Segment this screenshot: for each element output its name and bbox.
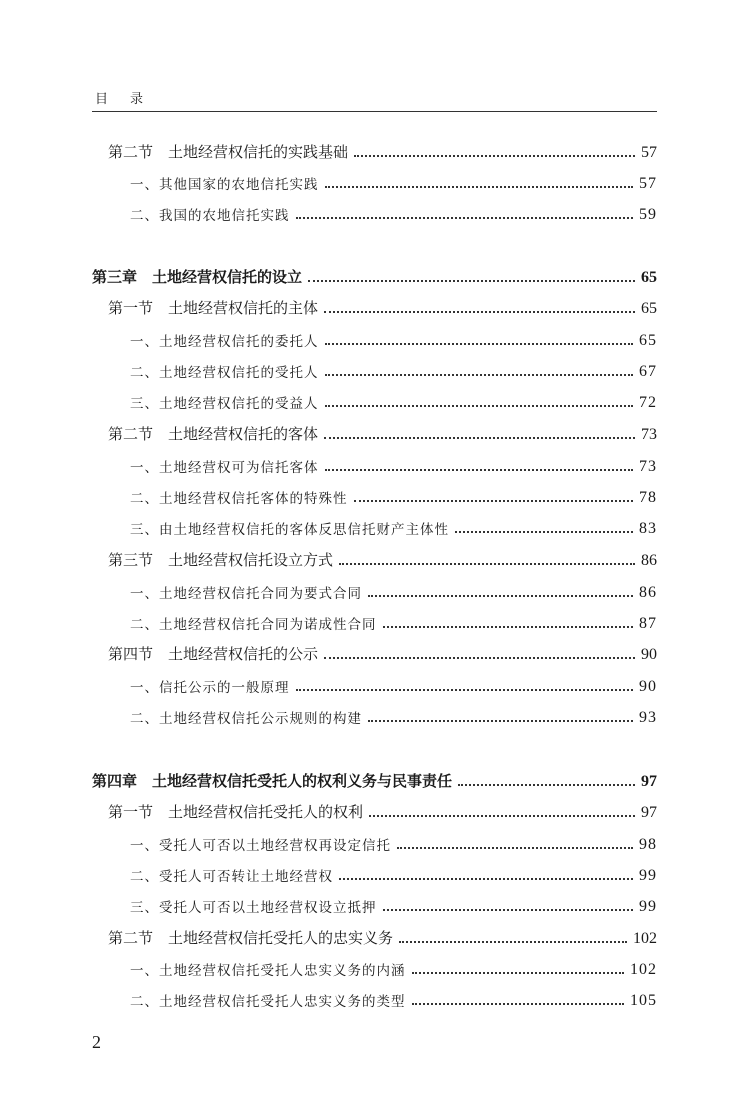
toc-page: 87 — [639, 615, 657, 632]
dot-leader — [354, 500, 634, 502]
toc-page: 57 — [641, 144, 657, 161]
toc-title: 一、土地经营权信托的委托人 — [130, 334, 319, 350]
toc-title: 二、土地经营权信托客体的特殊性 — [130, 491, 348, 507]
toc-page: 78 — [639, 489, 657, 506]
dot-leader — [458, 784, 635, 786]
toc-title: 三、由土地经营权信托的客体反思信托财产主体性 — [130, 522, 449, 538]
toc-entry[interactable] — [130, 672, 657, 696]
toc-page: 93 — [639, 709, 657, 726]
toc-entry[interactable] — [130, 357, 657, 381]
toc-title: 第二节 土地经营权信托受托人的忠实义务 — [108, 929, 394, 947]
toc-title: 第三章 土地经营权信托的设立 — [92, 268, 303, 286]
page-number: 2 — [92, 1032, 101, 1052]
dot-leader — [325, 374, 634, 376]
toc-entry[interactable] — [108, 798, 657, 822]
toc-page: 83 — [639, 520, 657, 537]
dot-leader — [368, 595, 633, 597]
toc-entry[interactable] — [130, 326, 657, 350]
dot-leader — [325, 186, 634, 188]
toc-page: 97 — [641, 773, 657, 790]
toc-entry[interactable] — [130, 986, 657, 1010]
toc-entry[interactable] — [92, 263, 657, 287]
toc-page: 105 — [630, 992, 657, 1009]
dot-leader — [368, 720, 633, 722]
toc-entry[interactable] — [92, 767, 657, 791]
toc-entry[interactable] — [130, 388, 657, 412]
toc-title: 一、其他国家的农地信托实践 — [130, 177, 319, 193]
toc-entry[interactable] — [108, 294, 657, 318]
toc-entry[interactable] — [130, 609, 657, 633]
dot-leader — [412, 1003, 625, 1005]
toc-entry[interactable] — [130, 452, 657, 476]
toc-entry[interactable] — [130, 578, 657, 602]
dot-leader — [324, 437, 635, 439]
toc-entry[interactable] — [130, 703, 657, 727]
toc-title: 二、土地经营权信托公示规则的构建 — [130, 711, 362, 727]
dot-leader — [399, 941, 627, 943]
toc-entry[interactable] — [130, 200, 657, 224]
toc-page: 65 — [641, 300, 657, 317]
toc-entry[interactable] — [130, 483, 657, 507]
toc-page: 102 — [633, 930, 657, 947]
toc-title: 二、土地经营权信托合同为诺成性合同 — [130, 617, 377, 633]
dot-leader — [354, 155, 635, 157]
toc-entry[interactable] — [130, 830, 657, 854]
toc-page: 65 — [641, 269, 657, 286]
dot-leader — [369, 815, 635, 817]
toc-entry[interactable] — [108, 640, 657, 664]
dot-leader — [339, 878, 633, 880]
toc-title: 一、土地经营权信托受托人忠实义务的内涵 — [130, 963, 406, 979]
toc-page: 90 — [641, 646, 657, 663]
toc-title: 三、受托人可否以土地经营权设立抵押 — [130, 900, 377, 916]
toc-entry[interactable] — [130, 514, 657, 538]
toc-entry[interactable] — [108, 924, 657, 948]
toc-title: 一、信托公示的一般原理 — [130, 680, 290, 696]
toc-title: 第三节 土地经营权信托设立方式 — [108, 551, 334, 569]
toc-title: 二、土地经营权信托的受托人 — [130, 365, 319, 381]
running-header: 目录 — [95, 92, 166, 107]
toc-title: 二、我国的农地信托实践 — [130, 208, 290, 224]
toc-page: 59 — [639, 206, 657, 223]
toc-title: 第二节 土地经营权信托的实践基础 — [108, 143, 349, 161]
dot-leader — [325, 405, 634, 407]
toc-page: 90 — [639, 678, 657, 695]
toc-page: 57 — [639, 175, 657, 192]
toc-entry[interactable] — [130, 955, 657, 979]
toc-title: 二、受托人可否转让土地经营权 — [130, 869, 333, 885]
toc-entry[interactable] — [108, 420, 657, 444]
dot-leader — [325, 469, 634, 471]
toc-title: 一、受托人可否以土地经营权再设定信托 — [130, 838, 391, 854]
dot-leader — [324, 311, 635, 313]
dot-leader — [383, 909, 634, 911]
dot-leader — [383, 626, 634, 628]
header-divider — [92, 111, 657, 112]
toc-page: 99 — [639, 898, 657, 915]
toc-page: 97 — [641, 804, 657, 821]
toc-title: 第一节 土地经营权信托的主体 — [108, 299, 319, 317]
dot-leader — [296, 689, 634, 691]
dot-leader — [324, 657, 635, 659]
toc-title: 二、土地经营权信托受托人忠实义务的类型 — [130, 994, 406, 1010]
toc-page: 99 — [639, 867, 657, 884]
toc-title: 第四节 土地经营权信托的公示 — [108, 645, 319, 663]
toc-page: 73 — [641, 426, 657, 443]
toc-title: 第一节 土地经营权信托受托人的权利 — [108, 803, 364, 821]
toc-page: 102 — [630, 961, 657, 978]
toc-entry[interactable] — [108, 546, 657, 570]
dot-leader — [308, 280, 635, 282]
toc-entry[interactable] — [108, 138, 657, 162]
toc-page: 86 — [639, 584, 657, 601]
dot-leader — [397, 847, 633, 849]
toc-entry[interactable] — [130, 861, 657, 885]
toc-title: 第四章 土地经营权信托受托人的权利义务与民事责任 — [92, 772, 453, 790]
toc-page: 86 — [641, 552, 657, 569]
toc-page: 98 — [639, 836, 657, 853]
toc-page: 67 — [639, 363, 657, 380]
toc-title: 第二节 土地经营权信托的客体 — [108, 425, 319, 443]
toc-title: 三、土地经营权信托的受益人 — [130, 396, 319, 412]
toc-entry[interactable] — [130, 169, 657, 193]
toc-title: 一、土地经营权信托合同为要式合同 — [130, 586, 362, 602]
dot-leader — [296, 217, 634, 219]
dot-leader — [339, 563, 635, 565]
dot-leader — [455, 531, 633, 533]
dot-leader — [412, 972, 625, 974]
toc-page: 65 — [639, 332, 657, 349]
toc-title: 一、土地经营权可为信托客体 — [130, 460, 319, 476]
toc-entry[interactable] — [130, 892, 657, 916]
dot-leader — [325, 343, 634, 345]
toc-page: 73 — [639, 458, 657, 475]
toc-page: 72 — [639, 394, 657, 411]
